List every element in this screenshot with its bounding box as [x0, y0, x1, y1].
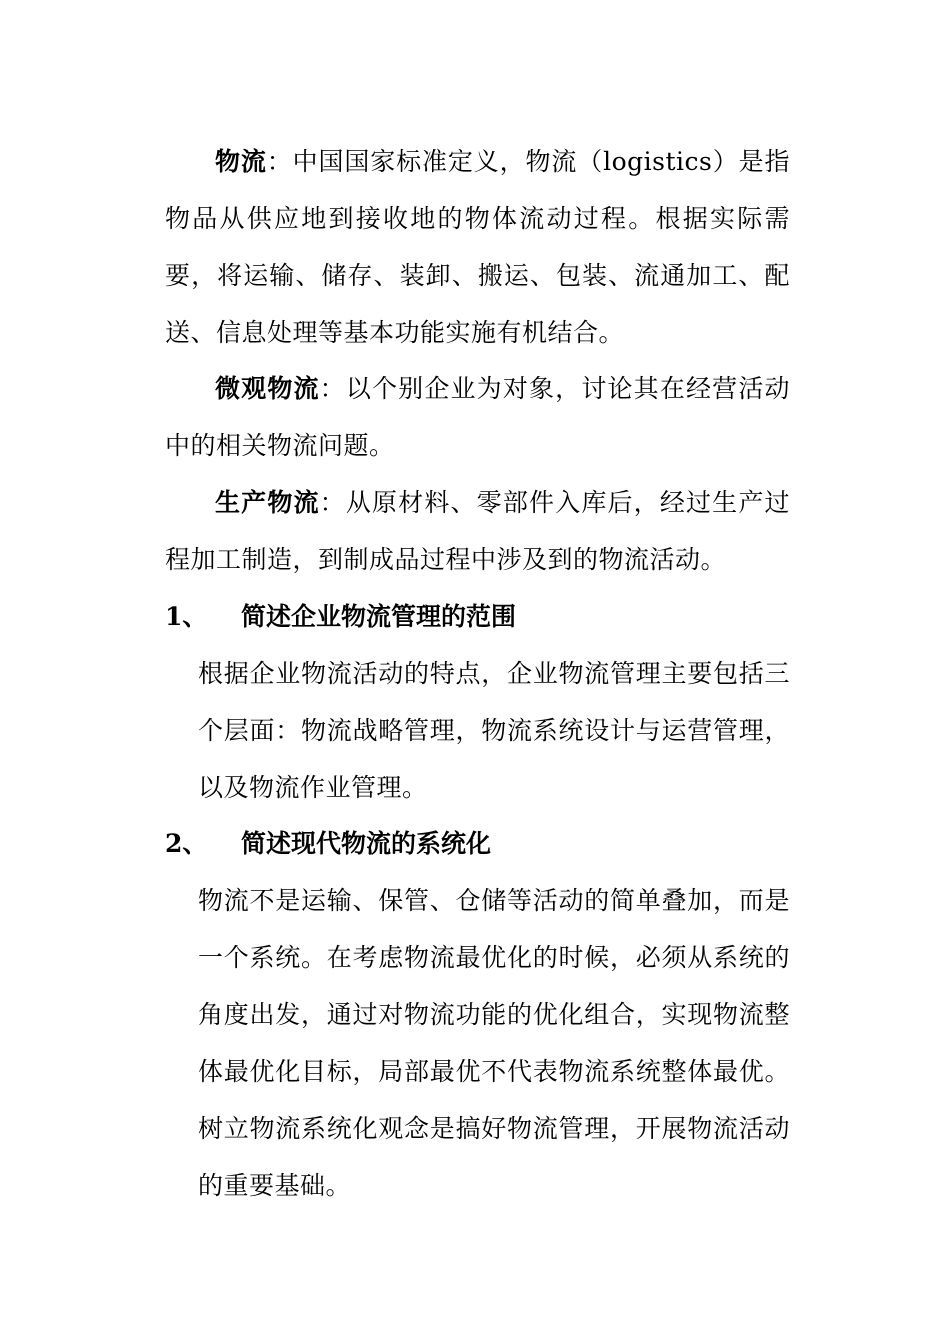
question-title: 简述企业物流管理的范围 [241, 602, 517, 631]
definition-micro-logistics [165, 360, 790, 474]
question-number: 1、 [165, 602, 208, 631]
definition-production-logistics [165, 474, 790, 588]
definition-term: 生产物流 [215, 488, 320, 517]
definition-term: 物流 [215, 147, 267, 176]
definition-text: ：从原材料、零部件入库后，经过生产过程加工制造，到制成品过程中涉及到的物流活动。 [165, 488, 790, 574]
definition-text: ：以个别企业为对象，讨论其在经营活动中的相关物流问题。 [165, 374, 790, 460]
question-heading-1 [165, 588, 790, 645]
definition-logistics [165, 133, 790, 361]
question-heading-2 [165, 815, 790, 872]
question-number: 2、 [165, 829, 208, 858]
question-answer-2: 物流不是运输、保管、仓储等活动的简单叠加，而是一个系统。在考虑物流最优化的时候，必须从系统的角度出发，通过对物流功能的优化组合，实现物流整体最优化目标，局部最优不代表物流系统整体最优。树立物流系统化观念是搞好物流管理，开展物流活动的重要基础。 [198, 886, 790, 1200]
question-answer-1: 根据企业物流活动的特点，企业物流管理主要包括三个层面：物流战略管理，物流系统设计与运营管理，以及物流作业管理。 [198, 659, 790, 802]
question-title: 简述现代物流的系统化 [241, 829, 492, 858]
definition-term: 微观物流 [215, 374, 320, 403]
definition-text: ：中国国家标准定义，物流（logistics）是指物品从供应地到接收地的物体流动过程。根据实际需要，将运输、储存、装卸、搬运、包装、流通加工、配送、信息处理等基本功能实施有机结合。 [165, 147, 790, 347]
